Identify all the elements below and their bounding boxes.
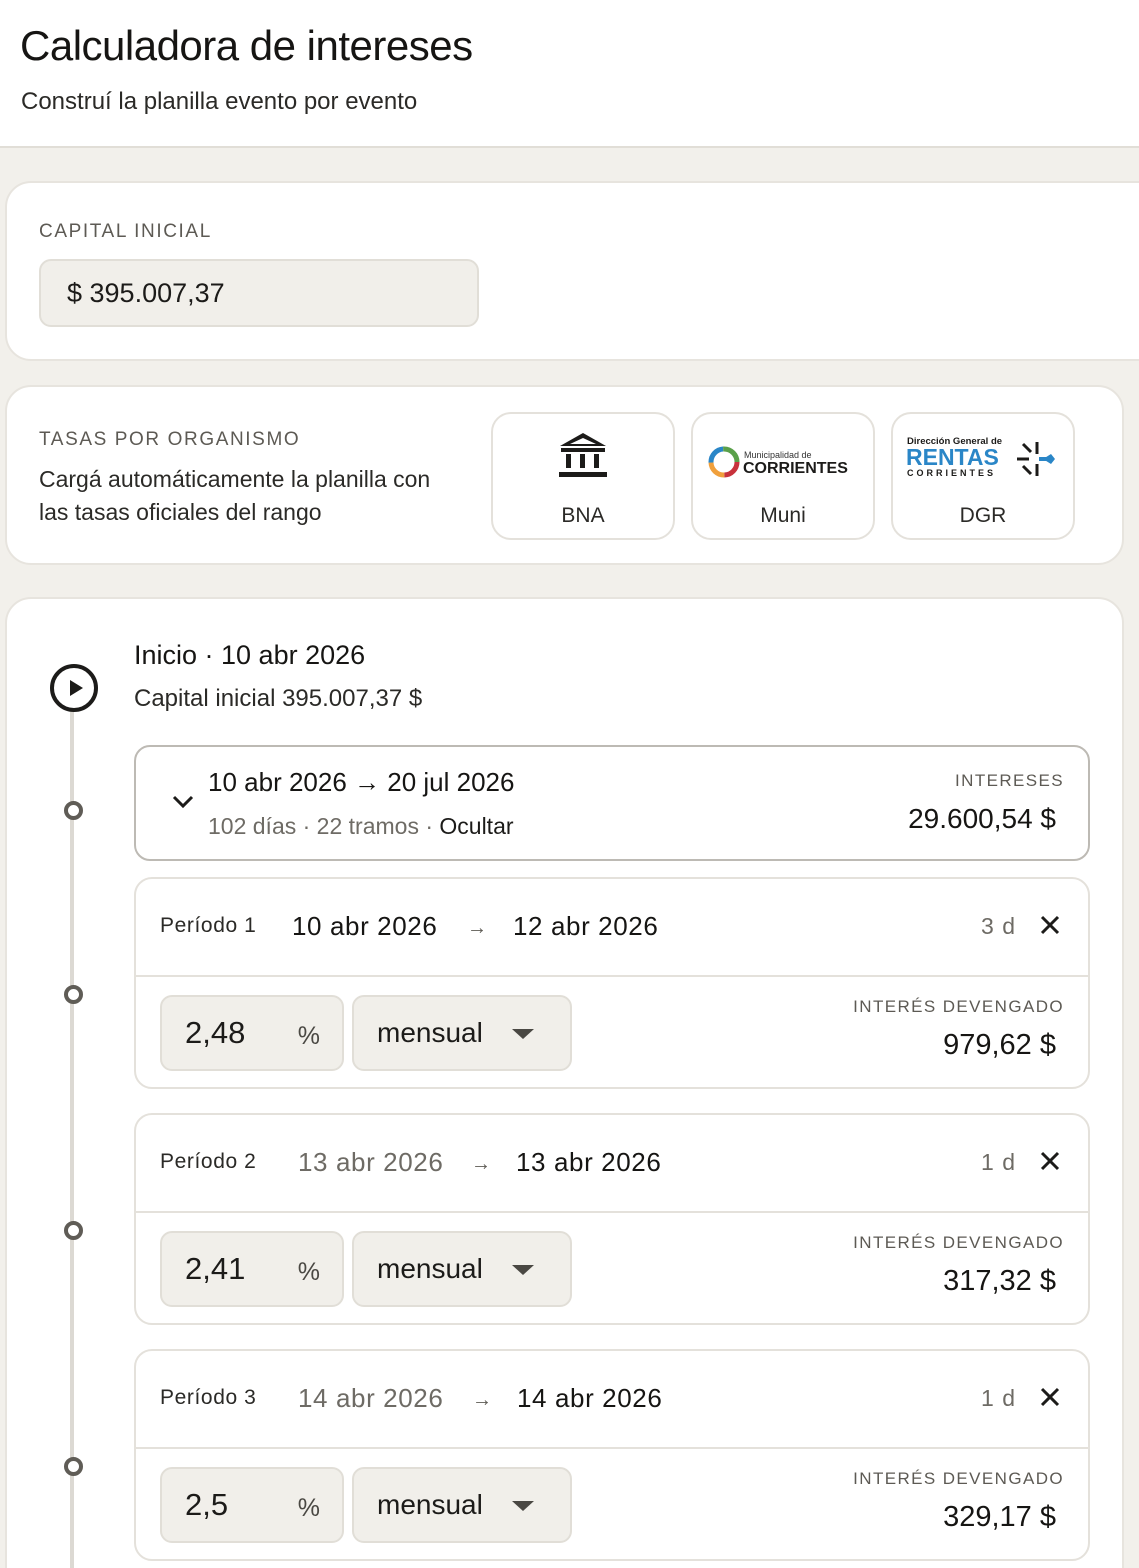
page-subtitle: Construí la planilla evento por evento bbox=[21, 88, 418, 115]
rate-value: 2,5 bbox=[185, 1487, 229, 1522]
dgr-rentas-logo bbox=[893, 434, 1073, 482]
period-header bbox=[136, 1115, 1088, 1213]
interest-total: 29.600,54 $ bbox=[908, 803, 1056, 834]
rates-label: TASAS POR ORGANISMO bbox=[39, 429, 301, 450]
timeline-dot bbox=[64, 801, 83, 820]
range-meta: 102 días · 22 tramos · Ocultar bbox=[208, 813, 514, 839]
timeline-line bbox=[70, 710, 74, 1568]
dgr-label: DGR bbox=[959, 504, 1007, 527]
svg-text:Municipalidad de: Municipalidad de bbox=[744, 450, 812, 460]
period-label: Período 2 bbox=[160, 1150, 257, 1173]
frequency-value: mensual bbox=[377, 1489, 483, 1520]
frequency-select[interactable] bbox=[352, 995, 572, 1071]
period-from[interactable]: 10 abr 2026 bbox=[292, 911, 438, 941]
frequency-value: mensual bbox=[377, 1253, 483, 1284]
svg-text:CORRIENTES: CORRIENTES bbox=[743, 460, 848, 477]
timeline-dot bbox=[64, 1457, 83, 1476]
close-icon[interactable] bbox=[1040, 1151, 1060, 1176]
period-from[interactable]: 13 abr 2026 bbox=[298, 1147, 444, 1177]
period-card bbox=[134, 1113, 1090, 1325]
hide-link[interactable]: Ocultar bbox=[439, 813, 514, 839]
period-to[interactable]: 14 abr 2026 bbox=[517, 1383, 663, 1413]
start-capital: Capital inicial 395.007,37 $ bbox=[134, 685, 423, 712]
capital-label: CAPITAL INICIAL bbox=[39, 221, 212, 242]
frequency-select[interactable] bbox=[352, 1231, 572, 1307]
rate-input[interactable] bbox=[160, 995, 344, 1071]
rate-value: 2,48 bbox=[185, 1015, 246, 1050]
timeline-dot bbox=[64, 1221, 83, 1240]
svg-text:CORRIENTES: CORRIENTES bbox=[907, 468, 997, 478]
range-summary[interactable] bbox=[134, 745, 1090, 861]
range-title: 10 abr 2026 → 20 jul 2026 bbox=[208, 767, 515, 797]
svg-text:RENTAS: RENTAS bbox=[906, 444, 999, 470]
accrued-label: INTERÉS DEVENGADO bbox=[853, 997, 1064, 1016]
accrued-label: INTERÉS DEVENGADO bbox=[853, 1233, 1064, 1252]
app-header bbox=[0, 0, 1139, 148]
rates-description: Cargá automáticamente la planilla con las tasas oficiales del rango bbox=[39, 466, 431, 525]
caret-down-icon bbox=[512, 1501, 534, 1511]
arrow-right-icon: → bbox=[467, 917, 487, 939]
period-label: Período 1 bbox=[160, 914, 257, 937]
bank-icon bbox=[493, 430, 673, 480]
interest-label: INTERESES bbox=[955, 771, 1064, 790]
period-days: 1 d bbox=[981, 1149, 1016, 1175]
percent-sign: % bbox=[297, 1258, 320, 1286]
muni-button[interactable] bbox=[691, 412, 875, 540]
frequency-value: mensual bbox=[377, 1017, 483, 1048]
period-to[interactable]: 13 abr 2026 bbox=[516, 1147, 662, 1177]
caret-down-icon bbox=[512, 1029, 534, 1039]
arrow-right-icon: → bbox=[471, 1153, 491, 1175]
percent-sign: % bbox=[297, 1022, 320, 1050]
bna-button[interactable] bbox=[491, 412, 675, 540]
chevron-down-icon[interactable] bbox=[172, 795, 194, 814]
muni-label: Muni bbox=[760, 504, 806, 527]
frequency-select[interactable] bbox=[352, 1467, 572, 1543]
rate-input[interactable] bbox=[160, 1467, 344, 1543]
rate-input[interactable] bbox=[160, 1231, 344, 1307]
period-days: 3 d bbox=[981, 913, 1016, 939]
capital-input[interactable]: $ 395.007,37 bbox=[39, 259, 479, 327]
timeline-dot bbox=[64, 985, 83, 1004]
period-header bbox=[136, 879, 1088, 977]
accrued-value: 329,17 $ bbox=[943, 1501, 1056, 1533]
close-icon[interactable] bbox=[1040, 1387, 1060, 1412]
accrued-value: 317,32 $ bbox=[943, 1265, 1056, 1297]
period-label: Período 3 bbox=[160, 1386, 257, 1409]
close-icon[interactable] bbox=[1040, 915, 1060, 940]
period-card bbox=[134, 877, 1090, 1089]
page-title: Calculadora de intereses bbox=[20, 22, 473, 69]
period-days: 1 d bbox=[981, 1385, 1016, 1411]
percent-sign: % bbox=[297, 1494, 320, 1522]
play-icon bbox=[50, 664, 98, 712]
svg-text:Dirección General de: Dirección General de bbox=[907, 436, 1003, 447]
dgr-button[interactable] bbox=[891, 412, 1075, 540]
period-to[interactable]: 12 abr 2026 bbox=[513, 911, 659, 941]
accrued-value: 979,62 $ bbox=[943, 1029, 1056, 1061]
bna-label: BNA bbox=[561, 504, 605, 527]
rate-value: 2,41 bbox=[185, 1251, 246, 1286]
period-from[interactable]: 14 abr 2026 bbox=[298, 1383, 444, 1413]
start-title: Inicio · 10 abr 2026 bbox=[134, 640, 366, 670]
capital-card bbox=[5, 181, 1139, 361]
period-header bbox=[136, 1351, 1088, 1449]
caret-down-icon bbox=[512, 1265, 534, 1275]
arrow-right-icon: → bbox=[472, 1389, 492, 1411]
period-card bbox=[134, 1349, 1090, 1561]
rates-by-organism-card bbox=[5, 385, 1124, 565]
accrued-label: INTERÉS DEVENGADO bbox=[853, 1469, 1064, 1488]
corrientes-municipality-logo bbox=[693, 444, 873, 484]
